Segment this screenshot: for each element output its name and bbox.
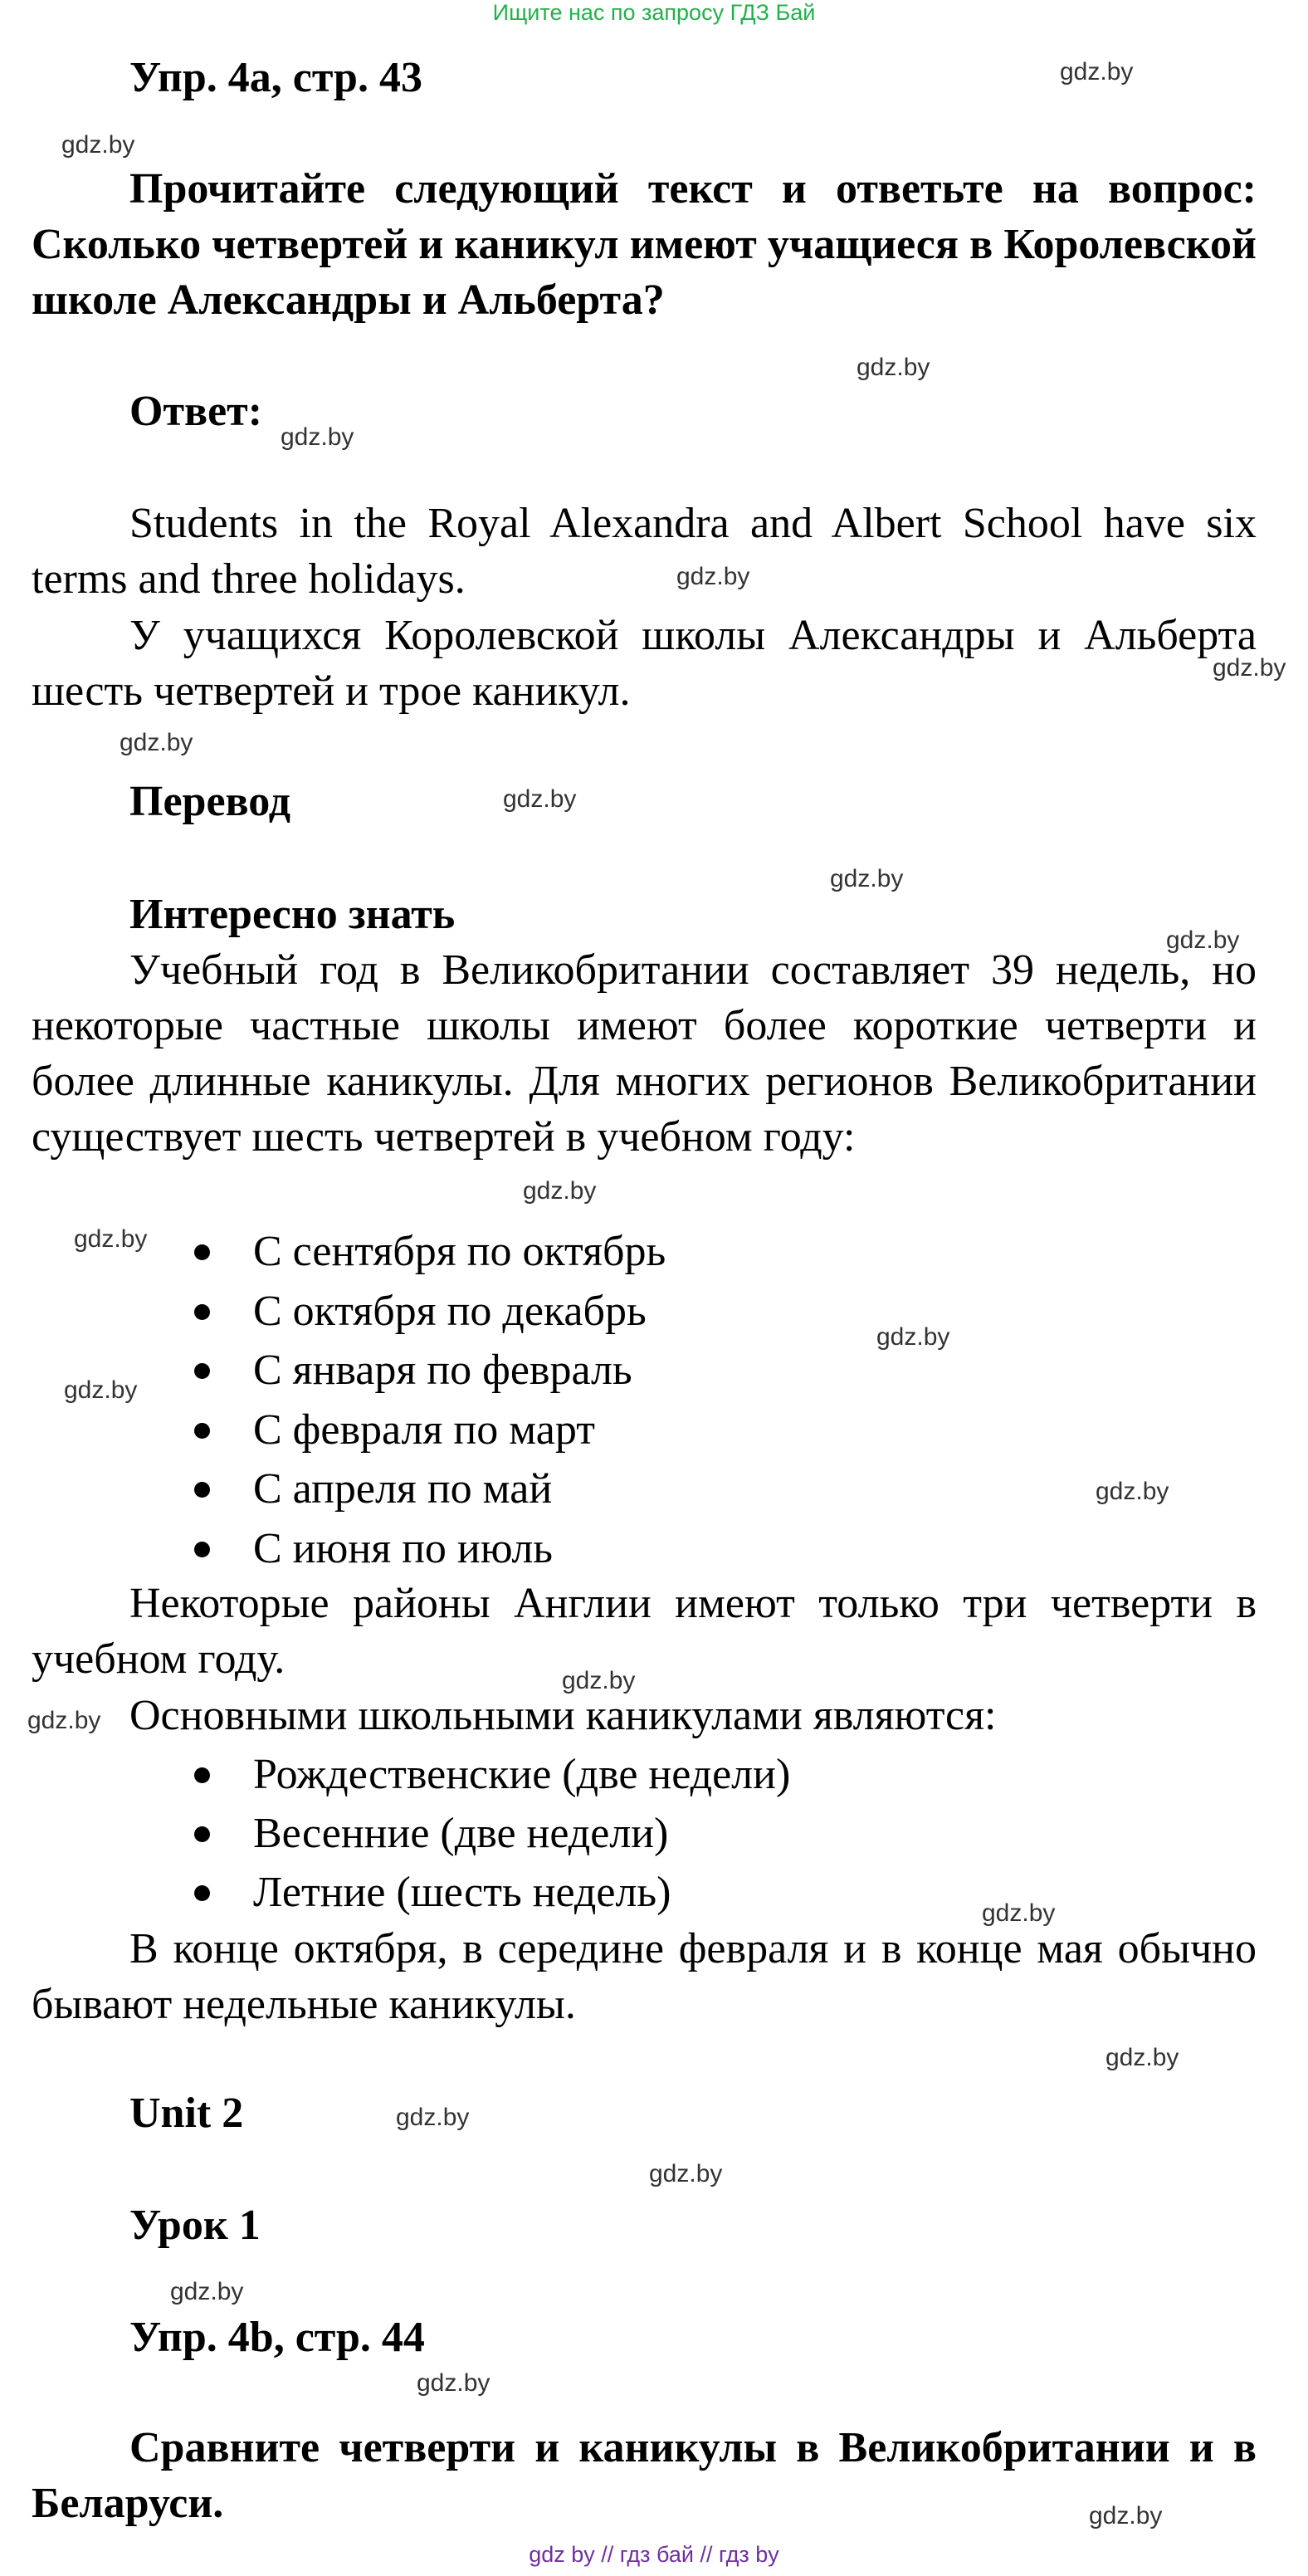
watermark: gdz.by (281, 423, 354, 451)
watermark: gdz.by (170, 2278, 244, 2305)
bullet-icon (194, 1244, 210, 1260)
bullet-icon (194, 1363, 210, 1379)
watermark: gdz.by (1089, 2502, 1163, 2530)
watermark: gdz.by (1096, 1478, 1169, 1505)
interesting-heading: Интересно знать (129, 891, 456, 938)
watermark: gdz.by (562, 1667, 636, 1694)
lesson-heading: Урок 1 (129, 2202, 261, 2249)
bullet-icon (194, 1826, 210, 1842)
watermark: gdz.by (857, 354, 930, 381)
watermark: gdz.by (74, 1225, 148, 1253)
watermark: gdz.by (1060, 58, 1134, 86)
bullet-icon (194, 1304, 210, 1320)
footer-links[interactable]: gdz by // гдз бай // гдз by (529, 2542, 779, 2567)
exercise-4a-task: Прочитайте следующий текст и ответьте на вопрос: Сколько четвертей и каникул имеют учащиеся в Королевской школе Александры и Альберта? (32, 165, 1257, 324)
watermark: gdz.by (396, 2104, 470, 2131)
exercise-4b-title: Упр. 4b, стр. 44 (129, 2314, 425, 2361)
watermark: gdz.by (417, 2369, 490, 2397)
bullet-icon (194, 1885, 210, 1901)
unit-heading: Unit 2 (129, 2090, 244, 2137)
watermark: gdz.by (61, 131, 135, 159)
bullet-icon (194, 1482, 210, 1498)
watermark: gdz.by (1105, 2044, 1179, 2071)
bullet-icon (194, 1542, 210, 1557)
watermark: gdz.by (649, 2160, 723, 2187)
watermark: gdz.by (876, 1323, 950, 1351)
exercise-4a-title: Упр. 4а, стр. 43 (129, 54, 422, 101)
answer-russian: У учащихся Королевской школы Александры и Альберта шесть четвертей и трое каникул. (32, 612, 1257, 715)
school-year-paragraph: Учебный год в Великобритании составляет 39 недель, но некоторые частные школы имеют более короткие четверти и более длинные каникулы. Для многих регионов Великобритании существует шесть четвертей в учебном году: (32, 946, 1257, 1161)
watermark: gdz.by (830, 865, 904, 892)
watermark: gdz.by (1166, 926, 1240, 954)
top-banner-link[interactable]: Ищите нас по запросу ГДЗ Бай (492, 0, 816, 25)
watermark: gdz.by (27, 1707, 101, 1734)
watermark: gdz.by (982, 1899, 1056, 1927)
holidays-intro: Основными школьными каникулами являются: (129, 1692, 997, 1739)
watermark: gdz.by (503, 785, 577, 813)
answer-label: Ответ: (129, 388, 263, 435)
bullet-icon (194, 1767, 210, 1783)
week-holidays-paragraph: В конце октября, в середине февраля и в конце мая обычно бывают недельные каникулы. (32, 1925, 1257, 2028)
exercise-4b-task: Сравните четверти и каникулы в Великобритании и в Беларуси. (32, 2424, 1257, 2527)
three-terms-paragraph: Некоторые районы Англии имеют только три четверти в учебном году. (32, 1580, 1257, 1683)
watermark: gdz.by (523, 1177, 597, 1205)
translation-heading: Перевод (129, 778, 291, 825)
watermark: gdz.by (120, 729, 193, 756)
watermark: gdz.by (64, 1376, 138, 1404)
watermark: gdz.by (1213, 654, 1286, 682)
bullet-icon (194, 1423, 210, 1439)
answer-english: Students in the Royal Alexandra and Albert School have six terms and three holidays. (32, 500, 1257, 603)
watermark: gdz.by (676, 563, 750, 590)
